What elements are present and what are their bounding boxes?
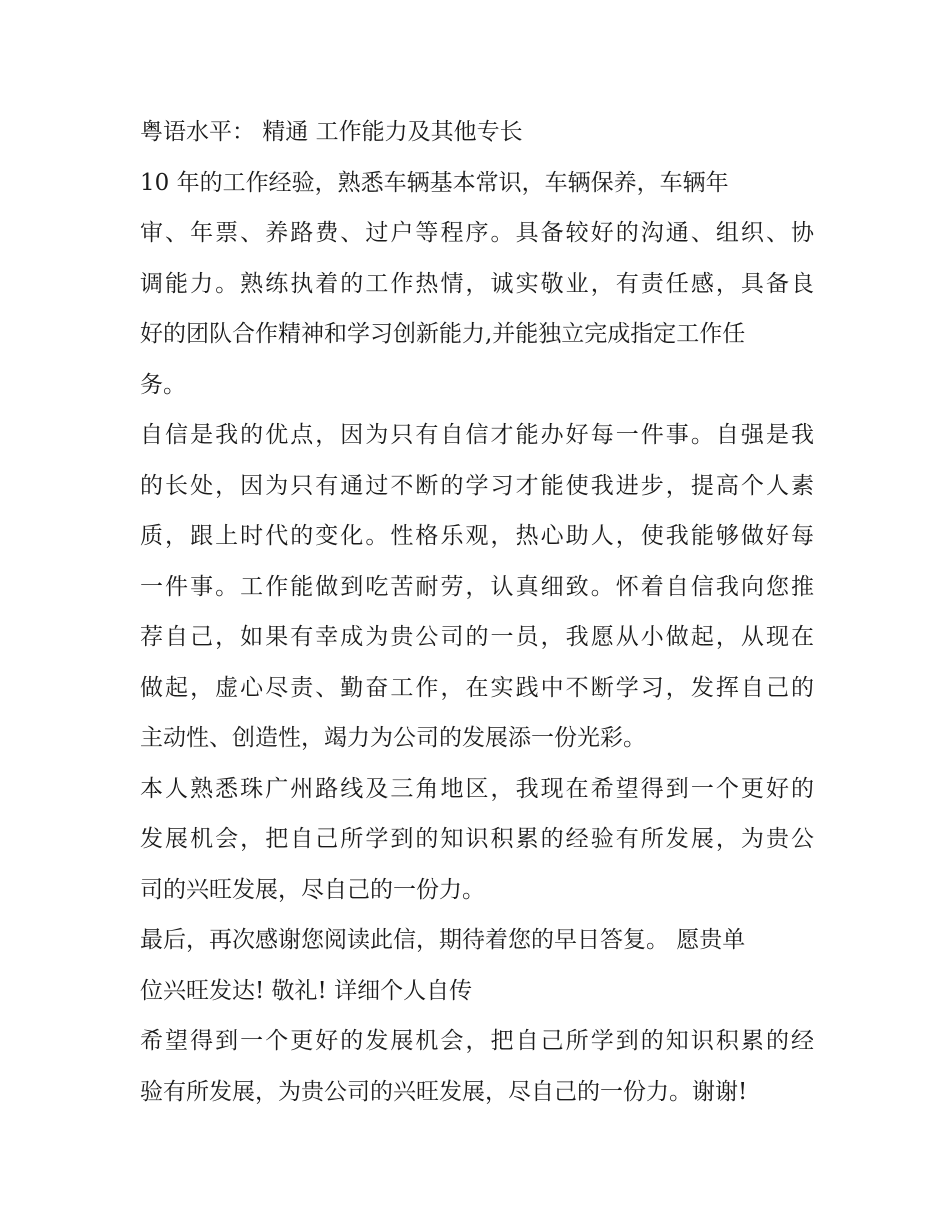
text-line: 一件事。工作能做到吃苦耐劳，认真细致。怀着自信我向您推 (140, 573, 814, 600)
document-body (140, 107, 814, 1117)
text-line: 司的兴旺发展，尽自己的一份力。 (140, 876, 485, 903)
text-line: 主动性、创造性，竭力为公司的发展添一份光彩。 (140, 725, 646, 751)
text-line: 发展机会，把自己所学到的知识积累的经验有所发展，为贵公 (140, 826, 814, 852)
text-line: 荐自己，如果有幸成为贵公司的一员，我愿从小做起，从现在 (140, 624, 814, 650)
text-line: 自信是我的优点，因为只有自信才能办好每一件事。自强是我 (140, 422, 814, 448)
text-line: 调能力。熟练执着的工作热情，诚实敬业，有责任感，具备良 (140, 270, 814, 297)
text-line: 10 年的工作经验，熟悉车辆基本常识，车辆保养，车辆年 (140, 169, 729, 196)
text-line: 粤语水平： 精通 工作能力及其他专长 (140, 119, 523, 145)
text-line: 好的团队合作精神和学习创新能力,并能独立完成指定工作任 (140, 321, 746, 347)
text-line: 做起，虚心尽责、勤奋工作，在实践中不断学习，发挥自己的 (140, 674, 814, 701)
text-line: 希望得到一个更好的发展机会，把自己所学到的知识积累的经 (140, 1028, 814, 1054)
text-line: 的长处，因为只有通过不断的学习才能使我进步，提高个人素 (140, 472, 814, 499)
text-line: 质，跟上时代的变化。性格乐观，热心助人，使我能够做好每 (140, 523, 814, 549)
text-line: 位兴旺发达! 敬礼! 详细个人自传 (140, 977, 473, 1004)
text-line: 本人熟悉珠广州路线及三角地区，我现在希望得到一个更好的 (140, 775, 814, 802)
text-line: 审、年票、养路费、过户等程序。具备较好的沟通、组织、协 (140, 220, 814, 246)
text-line: 验有所发展，为贵公司的兴旺发展，尽自己的一份力。谢谢! (140, 1078, 748, 1105)
text-line: 最后，再次感谢您阅读此信，期待着您的早日答复。 愿贵单 (140, 927, 746, 953)
text-line: 务。 (140, 371, 186, 398)
